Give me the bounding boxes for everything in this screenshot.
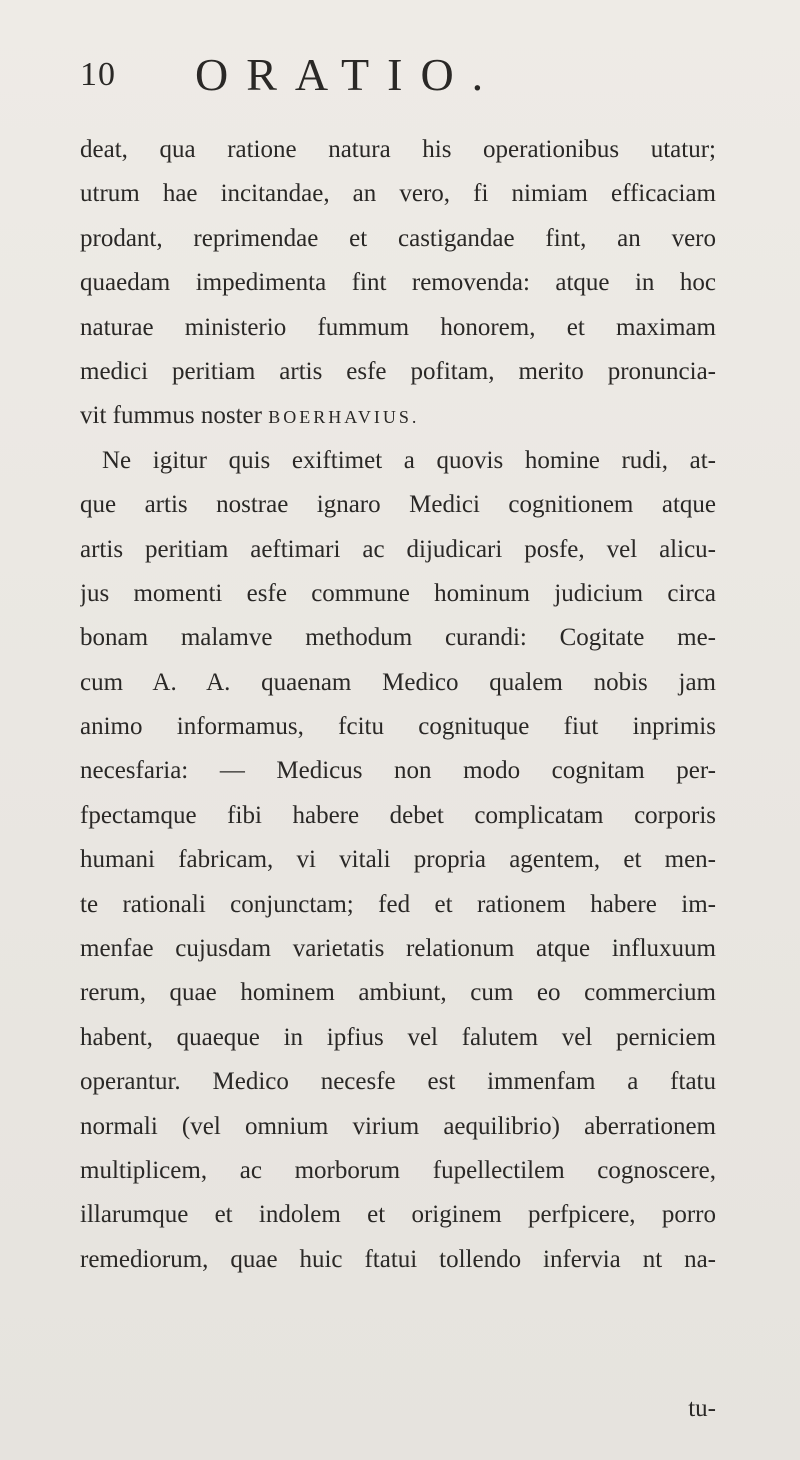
text-line: menfae cujusdam varietatis relationum atque influxuum: [80, 935, 716, 963]
text-line: humani fabricam, vi vitali propria agentem, et men-: [80, 846, 716, 874]
text-line: operantur. Medico necesfe est immenfam a ftatu: [80, 1068, 716, 1096]
catchword: tu-: [688, 1395, 716, 1422]
text-line: illarumque et indolem et originem perfpicere, porro: [80, 1201, 716, 1229]
text-line: utrum hae incitandae, an vero, fi nimiam efficaciam: [80, 180, 716, 208]
text-line: artis peritiam aeftimari ac dijudicari posfe, vel alicu-: [80, 535, 716, 563]
author-name-smallcaps: BOERHAVIUS.: [268, 407, 420, 428]
body-text: [80, 128, 716, 1282]
text-line-paragraph-start: Ne igitur quis exiftimet a quovis homine rudi, at-: [102, 446, 716, 474]
text-line-paragraph-end: [80, 394, 716, 438]
text-line: rerum, quae hominem ambiunt, cum eo commercium: [80, 979, 716, 1007]
page-header: [80, 48, 720, 108]
text-line: necesfaria: — Medicus non modo cognitam per-: [80, 757, 716, 785]
text-line: deat, qua ratione natura his operationibus utatur;: [80, 136, 716, 163]
text-line: jus momenti esfe commune hominum judicium circa: [80, 579, 716, 607]
text-line: remediorum, quae huic ftatui tollendo infervia nt na-: [80, 1245, 716, 1273]
text-line: animo informamus, fcitu cognituque fiut inprimis: [80, 713, 716, 741]
text-line: naturae ministerio fummum honorem, et maximam: [80, 313, 716, 341]
text-line: normali (vel omnium virium aequilibrio) aberrationem: [80, 1112, 716, 1140]
text-line: fpectamque fibi habere debet complicatam corporis: [80, 801, 716, 829]
text-line: te rationali conjunctam; fed et rationem habere im-: [80, 890, 716, 918]
text-line: quaedam impedimenta fint removenda: atque in hoc: [80, 269, 716, 297]
text-line: medici peritiam artis esfe pofitam, merito pronuncia-: [80, 357, 716, 385]
running-title: ORATIO.: [195, 49, 502, 100]
text-line: cum A. A. quaenam Medico qualem nobis jam: [80, 668, 716, 696]
text-line: prodant, reprimendae et castigandae fint, an vero: [80, 224, 716, 252]
text-line: bonam malamve methodum curandi: Cogitate me-: [80, 624, 716, 652]
text-line: multiplicem, ac morborum fupellectilem cognoscere,: [80, 1156, 716, 1184]
text-line: que artis nostrae ignaro Medici cognitionem atque: [80, 491, 716, 519]
text-line-fragment: vit fummus noster: [80, 402, 269, 430]
text-line: habent, quaeque in ipfius vel falutem vel perniciem: [80, 1023, 716, 1051]
page-number: 10: [80, 56, 116, 93]
